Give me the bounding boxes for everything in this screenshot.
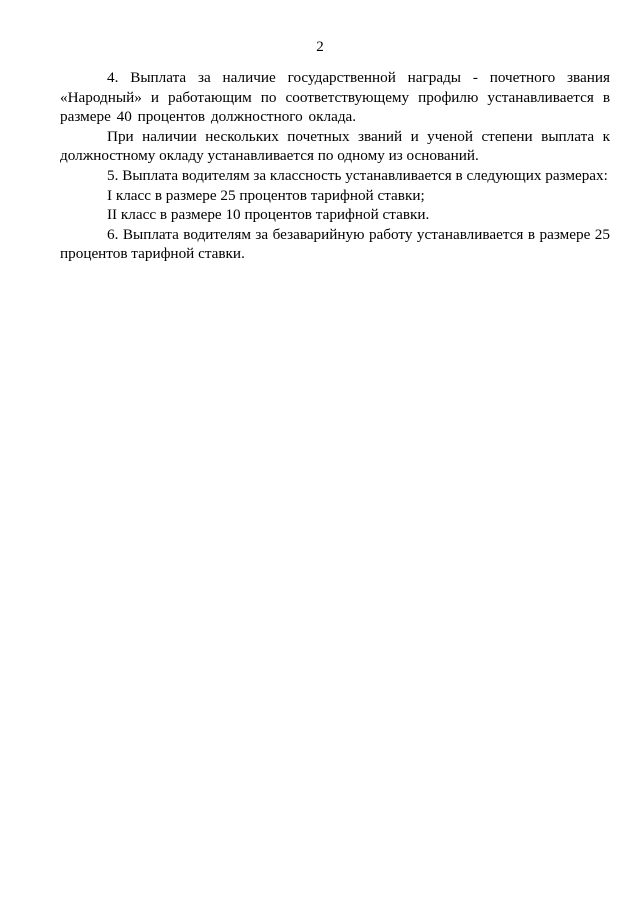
paragraph-driver-class-payment: 5. Выплата водителям за классность устанавливается в следующих размерах: xyxy=(107,166,608,184)
paragraph-class-one: I класс в размере 25 процентов тарифной ставки; xyxy=(107,186,425,204)
page-number: 2 xyxy=(316,39,324,55)
paragraph-class-two: II класс в размере 10 процентов тарифной ставки. xyxy=(107,206,430,224)
paragraph-accident-free-payment: 6. Выплата водителям за безаварийную работу устанавливается в размере 25 процентов тарифной ставки. xyxy=(60,225,610,263)
document-body xyxy=(60,68,610,264)
paragraph-state-award-payment: 4. Выплата за наличие государственной награды - почетного звания «Народный» и работающим по соответствующему профилю устанавливается в размере 40 процентов должностного оклада. xyxy=(60,69,610,126)
paragraph-multiple-titles: При наличии нескольких почетных званий и ученой степени выплата к должностному окладу устанавливается по одному из оснований. xyxy=(60,127,610,165)
